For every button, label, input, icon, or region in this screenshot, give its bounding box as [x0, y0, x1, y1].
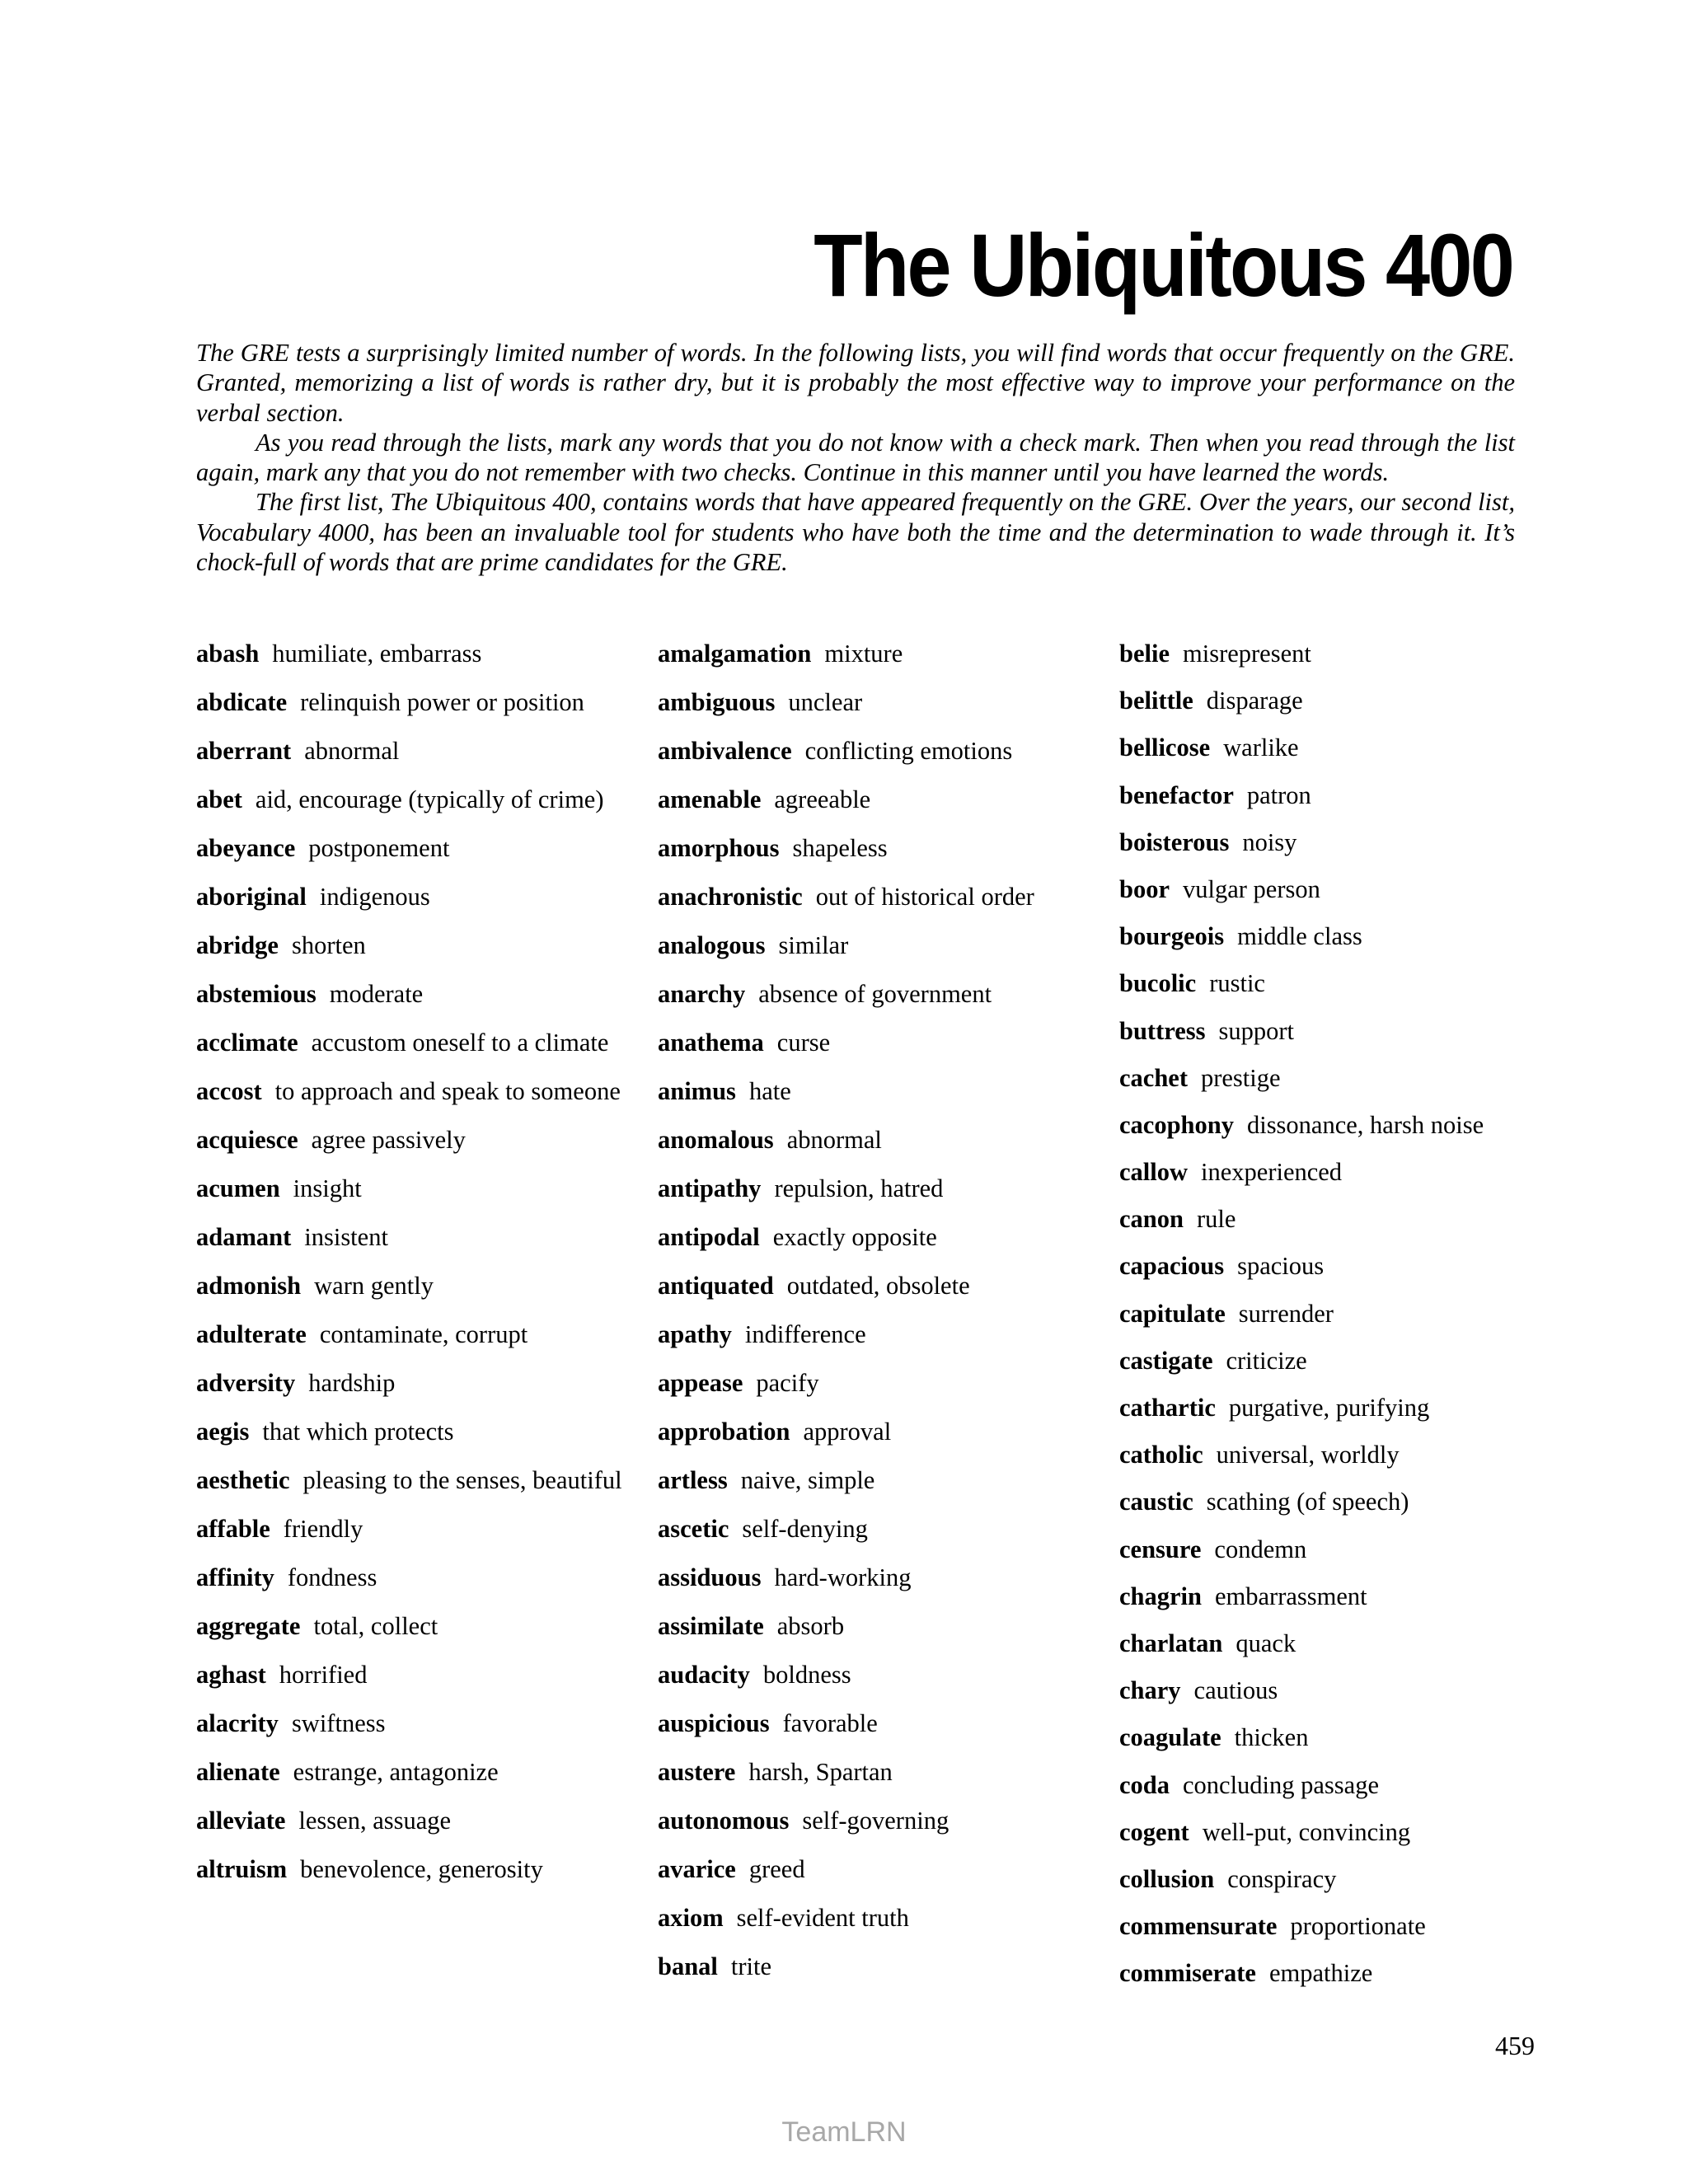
- vocab-entry: [1119, 1016, 1556, 1047]
- vocab-entry: [658, 1028, 1095, 1058]
- vocab-definition: thicken: [1234, 1723, 1309, 1752]
- vocab-word: catholic: [1119, 1441, 1203, 1469]
- vocab-definition: out of historical order: [815, 883, 1034, 911]
- vocab-entry: [658, 1952, 1095, 1982]
- vocab-word: canon: [1119, 1205, 1184, 1234]
- vocab-word: cachet: [1119, 1063, 1188, 1092]
- vocab-definition: pacify: [756, 1369, 819, 1397]
- vocab-entry: [196, 1806, 633, 1836]
- vocab-word: alacrity: [196, 1709, 279, 1737]
- vocab-word: adulterate: [196, 1320, 307, 1348]
- vocab-definition: conspiracy: [1227, 1864, 1337, 1893]
- vocab-word: ascetic: [658, 1515, 729, 1543]
- vocab-definition: quack: [1236, 1629, 1296, 1657]
- vocab-entry: [196, 1319, 633, 1350]
- vocab-word: abstemious: [196, 980, 316, 1008]
- vocab-entry: [1119, 1770, 1556, 1801]
- vocab-definition: cautious: [1193, 1676, 1278, 1705]
- vocab-word: boisterous: [1119, 827, 1230, 856]
- vocab-entry: [196, 1028, 633, 1058]
- vocab-definition: contaminate, corrupt: [319, 1320, 528, 1348]
- vocab-definition: approval: [803, 1418, 892, 1446]
- vocab-word: cacophony: [1119, 1110, 1234, 1139]
- vocab-column-1: [196, 639, 633, 1903]
- vocab-definition: friendly: [283, 1515, 363, 1543]
- vocab-entry: [196, 1125, 633, 1155]
- vocab-word: appease: [658, 1369, 743, 1397]
- vocab-word: abdicate: [196, 688, 288, 716]
- vocab-entry: [196, 1174, 633, 1204]
- vocab-definition: scathing (of speech): [1206, 1488, 1409, 1516]
- vocab-definition: spacious: [1237, 1252, 1325, 1281]
- vocab-entry: [1119, 1535, 1556, 1565]
- vocab-definition: similar: [778, 931, 849, 959]
- vocab-entry: [196, 639, 633, 669]
- vocab-definition: prestige: [1200, 1063, 1281, 1092]
- vocab-definition: that which protects: [262, 1418, 454, 1446]
- vocab-word: commensurate: [1119, 1912, 1278, 1941]
- vocab-entry: [658, 1417, 1095, 1447]
- vocab-word: avarice: [658, 1855, 736, 1883]
- vocab-word: approbation: [658, 1418, 790, 1446]
- vocab-definition: support: [1218, 1016, 1295, 1045]
- vocab-entry: [196, 1611, 633, 1642]
- vocab-entry: [196, 1368, 633, 1399]
- vocab-word: commiserate: [1119, 1959, 1256, 1988]
- vocab-entry: [1119, 1487, 1556, 1517]
- vocab-entry: [196, 1222, 633, 1253]
- vocab-entry: [658, 882, 1095, 912]
- vocab-entry: [196, 1076, 633, 1107]
- vocab-definition: absorb: [776, 1612, 845, 1640]
- intro-paragraph: The GRE tests a surprisingly limited number of words. In the following lists, you will find words that occur frequently on the GRE. Granted, memorizing a list of words is rather dry, but it is probably the most effective way to improve your performance on the verbal section.: [196, 339, 1515, 427]
- vocab-entry: [658, 1514, 1095, 1544]
- vocab-definition: relinquish power or position: [300, 688, 584, 716]
- vocab-word: capacious: [1119, 1252, 1225, 1281]
- vocab-word: artless: [658, 1466, 728, 1494]
- vocab-entry: [658, 930, 1095, 961]
- vocab-entry: [658, 639, 1095, 669]
- vocab-word: antipathy: [658, 1174, 762, 1202]
- vocab-entry: [1119, 733, 1556, 763]
- vocab-entry: [196, 930, 633, 961]
- vocab-word: amorphous: [658, 834, 780, 862]
- vocab-definition: curse: [776, 1029, 831, 1057]
- vocab-entry: [1119, 1440, 1556, 1470]
- vocab-word: assimilate: [658, 1612, 764, 1640]
- vocab-word: benefactor: [1119, 780, 1234, 809]
- vocab-definition: estrange, antagonize: [293, 1758, 499, 1786]
- vocab-entry: [1119, 1817, 1556, 1848]
- vocab-word: acclimate: [196, 1029, 298, 1057]
- vocab-entry: [658, 1125, 1095, 1155]
- vocab-entry: [196, 1660, 633, 1690]
- vocab-word: abet: [196, 785, 242, 813]
- vocab-definition: self-governing: [802, 1807, 950, 1835]
- vocab-entry: [1119, 921, 1556, 952]
- vocab-definition: boldness: [762, 1661, 851, 1689]
- vocab-word: antipodal: [658, 1223, 760, 1251]
- vocab-entry: [196, 1708, 633, 1739]
- vocab-entry: [196, 1757, 633, 1788]
- vocab-entry: [658, 833, 1095, 864]
- vocab-entry: [1119, 1251, 1556, 1282]
- vocab-entry: [1119, 1157, 1556, 1188]
- vocab-word: axiom: [658, 1904, 724, 1932]
- vocab-definition: unclear: [788, 688, 863, 716]
- vocab-word: cogent: [1119, 1817, 1189, 1846]
- vocab-entry: [658, 1319, 1095, 1350]
- vocab-word: autonomous: [658, 1807, 790, 1835]
- vocab-word: accost: [196, 1077, 262, 1105]
- vocab-word: aegis: [196, 1418, 250, 1446]
- vocab-entry: [658, 1660, 1095, 1690]
- vocab-entry: [1119, 1675, 1556, 1706]
- vocab-entry: [196, 1417, 633, 1447]
- vocab-word: chagrin: [1119, 1582, 1202, 1610]
- vocab-definition: trite: [730, 1952, 772, 1980]
- vocab-entry: [658, 1222, 1095, 1253]
- vocab-entry: [1119, 1063, 1556, 1094]
- vocab-word: aberrant: [196, 737, 292, 765]
- vocab-definition: hardship: [308, 1369, 396, 1397]
- vocab-definition: disparage: [1206, 687, 1303, 715]
- vocab-word: alienate: [196, 1758, 280, 1786]
- vocab-word: abridge: [196, 931, 279, 959]
- vocab-word: amalgamation: [658, 640, 812, 668]
- vocab-definition: favorable: [782, 1709, 878, 1737]
- vocab-word: anachronistic: [658, 883, 803, 911]
- vocab-definition: hard-working: [774, 1563, 912, 1591]
- vocab-word: caustic: [1119, 1488, 1193, 1516]
- vocab-word: ambiguous: [658, 688, 776, 716]
- vocab-word: coagulate: [1119, 1723, 1221, 1752]
- vocab-definition: dissonance, harsh noise: [1246, 1110, 1484, 1139]
- vocab-definition: self-evident truth: [736, 1904, 909, 1932]
- vocab-definition: rule: [1196, 1205, 1236, 1234]
- vocab-entry: [196, 1271, 633, 1301]
- vocab-definition: criticize: [1226, 1346, 1307, 1375]
- vocab-word: abash: [196, 640, 260, 668]
- vocab-definition: shorten: [291, 931, 366, 959]
- vocab-definition: naive, simple: [740, 1466, 875, 1494]
- vocab-entry: [658, 687, 1095, 718]
- vocab-entry: [1119, 1911, 1556, 1942]
- vocab-entry: [196, 1563, 633, 1593]
- page-number: 459: [1495, 2031, 1535, 2060]
- vocab-word: austere: [658, 1758, 736, 1786]
- vocab-definition: lessen, assuage: [298, 1807, 452, 1835]
- vocab-definition: misrepresent: [1183, 640, 1311, 668]
- watermark: TeamLRN: [781, 2116, 907, 2148]
- vocab-word: adversity: [196, 1369, 296, 1397]
- vocab-word: bucolic: [1119, 969, 1197, 998]
- vocab-definition: indigenous: [319, 883, 430, 911]
- vocab-word: bourgeois: [1119, 922, 1225, 951]
- vocab-word: affinity: [196, 1563, 274, 1591]
- vocab-definition: self-denying: [742, 1515, 868, 1543]
- vocab-entry: [658, 1271, 1095, 1301]
- vocab-definition: hate: [748, 1077, 791, 1105]
- vocab-definition: aid, encourage (typically of crime): [255, 785, 604, 813]
- vocab-definition: fondness: [287, 1563, 377, 1591]
- vocab-definition: postponement: [308, 834, 450, 862]
- vocab-word: anathema: [658, 1029, 764, 1057]
- vocab-word: abeyance: [196, 834, 296, 862]
- vocab-entry: [658, 1611, 1095, 1642]
- vocab-word: acumen: [196, 1174, 280, 1202]
- vocab-word: adamant: [196, 1223, 292, 1251]
- vocab-definition: conflicting emotions: [804, 737, 1013, 765]
- vocab-entry: [196, 882, 633, 912]
- vocab-entry: [1119, 874, 1556, 905]
- vocab-entry: [658, 1708, 1095, 1739]
- vocab-definition: well-put, convincing: [1202, 1817, 1411, 1846]
- vocab-entry: [1119, 1958, 1556, 1989]
- vocab-definition: patron: [1246, 780, 1311, 809]
- vocab-entry: [1119, 968, 1556, 999]
- vocab-definition: condemn: [1214, 1535, 1307, 1563]
- vocab-word: apathy: [658, 1320, 732, 1348]
- vocab-entry: [658, 1368, 1095, 1399]
- vocab-entry: [196, 833, 633, 864]
- vocab-word: auspicious: [658, 1709, 770, 1737]
- vocab-word: aesthetic: [196, 1466, 290, 1494]
- vocab-definition: total, collect: [313, 1612, 438, 1640]
- vocab-word: aghast: [196, 1661, 266, 1689]
- vocab-entry: [1119, 686, 1556, 716]
- vocab-definition: surrender: [1238, 1299, 1334, 1328]
- vocab-word: anomalous: [658, 1126, 774, 1154]
- vocab-word: banal: [658, 1952, 718, 1980]
- vocab-definition: to approach and speak to someone: [274, 1077, 621, 1105]
- vocab-entry: [196, 736, 633, 766]
- vocab-entry: [1119, 1346, 1556, 1376]
- vocab-word: coda: [1119, 1770, 1170, 1799]
- vocab-word: audacity: [658, 1661, 750, 1689]
- vocab-entry: [658, 1465, 1095, 1496]
- vocab-word: assiduous: [658, 1563, 762, 1591]
- page-title: The Ubiquitous 400: [814, 215, 1512, 315]
- vocab-word: altruism: [196, 1855, 288, 1883]
- vocab-word: antiquated: [658, 1272, 774, 1300]
- vocab-definition: benevolence, generosity: [300, 1855, 543, 1883]
- vocab-entry: [658, 736, 1095, 766]
- vocab-word: boor: [1119, 874, 1170, 903]
- vocab-word: aggregate: [196, 1612, 301, 1640]
- vocab-word: alleviate: [196, 1807, 286, 1835]
- intro-paragraph: The first list, The Ubiquitous 400, contains words that have appeared frequently on the GRE. Over the years, our second list, Vocabulary 4000, has been an invaluable tool for students who have both the time and the determination to wade through it. It’s chock-full of words that are prime candidates for the GRE.: [196, 488, 1515, 577]
- vocab-entry: [1119, 639, 1556, 669]
- vocab-word: ambivalence: [658, 737, 792, 765]
- vocab-definition: accustom oneself to a climate: [311, 1029, 609, 1057]
- vocab-word: bellicose: [1119, 733, 1211, 762]
- vocab-definition: outdated, obsolete: [786, 1272, 970, 1300]
- vocab-word: charlatan: [1119, 1629, 1223, 1657]
- vocab-word: aboriginal: [196, 883, 307, 911]
- vocab-definition: embarrassment: [1214, 1582, 1367, 1610]
- vocab-column-2: [658, 639, 1095, 2000]
- vocab-entry: [1119, 1299, 1556, 1329]
- vocab-entry: [1119, 1582, 1556, 1612]
- vocab-definition: vulgar person: [1183, 874, 1320, 903]
- vocab-entry: [658, 785, 1095, 815]
- vocab-definition: warlike: [1223, 733, 1299, 762]
- vocab-entry: [658, 1563, 1095, 1593]
- vocab-definition: insistent: [304, 1223, 388, 1251]
- intro-paragraph: As you read through the lists, mark any words that you do not know with a check mark. Then when you read through the list again, mark any that you do not remember with two checks. Continue in this manner until you have learned the words.: [196, 428, 1515, 487]
- vocab-word: castigate: [1119, 1346, 1213, 1375]
- vocab-entry: [658, 979, 1095, 1010]
- vocab-definition: insight: [293, 1174, 362, 1202]
- vocab-word: anarchy: [658, 980, 746, 1008]
- vocab-entry: [658, 1854, 1095, 1885]
- vocab-definition: abnormal: [304, 737, 400, 765]
- vocab-definition: concluding passage: [1183, 1770, 1379, 1799]
- vocab-entry: [196, 1854, 633, 1885]
- vocab-column-3: [1119, 639, 1556, 2005]
- vocab-definition: absence of government: [758, 980, 992, 1008]
- vocab-definition: humiliate, embarrass: [272, 640, 482, 668]
- vocab-word: acquiesce: [196, 1126, 298, 1154]
- vocab-definition: abnormal: [786, 1126, 882, 1154]
- vocab-definition: empathize: [1268, 1959, 1373, 1988]
- vocab-word: capitulate: [1119, 1299, 1226, 1328]
- vocab-definition: repulsion, hatred: [774, 1174, 944, 1202]
- vocab-definition: middle class: [1237, 922, 1362, 951]
- vocab-entry: [1119, 1629, 1556, 1659]
- vocab-entry: [1119, 1864, 1556, 1895]
- vocab-definition: proportionate: [1290, 1912, 1426, 1941]
- vocab-entry: [196, 979, 633, 1010]
- vocab-entry: [1119, 1722, 1556, 1753]
- vocab-definition: greed: [748, 1855, 805, 1883]
- vocab-definition: horrified: [279, 1661, 368, 1689]
- vocab-definition: agreeable: [774, 785, 871, 813]
- vocab-definition: indifference: [744, 1320, 866, 1348]
- vocab-word: callow: [1119, 1158, 1189, 1187]
- vocab-word: affable: [196, 1515, 270, 1543]
- vocab-definition: agree passively: [311, 1126, 466, 1154]
- vocab-definition: purgative, purifying: [1228, 1394, 1430, 1422]
- vocab-word: chary: [1119, 1676, 1181, 1705]
- vocab-entry: [658, 1903, 1095, 1933]
- vocab-entry: [196, 1465, 633, 1496]
- vocab-entry: [1119, 1110, 1556, 1141]
- vocab-entry: [1119, 827, 1556, 858]
- vocab-word: buttress: [1119, 1016, 1206, 1045]
- vocab-entry: [1119, 1393, 1556, 1423]
- vocab-entry: [658, 1174, 1095, 1204]
- vocab-word: animus: [658, 1077, 736, 1105]
- vocab-entry: [658, 1806, 1095, 1836]
- vocab-definition: harsh, Spartan: [748, 1758, 893, 1786]
- vocab-definition: pleasing to the senses, beautiful: [302, 1466, 622, 1494]
- vocab-definition: shapeless: [792, 834, 888, 862]
- vocab-definition: mixture: [824, 640, 903, 668]
- vocab-entry: [196, 687, 633, 718]
- vocab-word: censure: [1119, 1535, 1202, 1563]
- intro-text: [196, 338, 1515, 577]
- vocab-word: collusion: [1119, 1864, 1215, 1893]
- vocab-word: amenable: [658, 785, 762, 813]
- vocab-definition: swiftness: [291, 1709, 386, 1737]
- vocab-definition: universal, worldly: [1216, 1441, 1400, 1469]
- vocab-word: belie: [1119, 640, 1170, 668]
- vocab-word: belittle: [1119, 687, 1193, 715]
- vocab-definition: noisy: [1242, 827, 1297, 856]
- vocab-word: analogous: [658, 931, 766, 959]
- vocab-entry: [196, 785, 633, 815]
- vocab-definition: warn gently: [314, 1272, 434, 1300]
- vocab-entry: [196, 1514, 633, 1544]
- vocab-definition: inexperienced: [1201, 1158, 1343, 1187]
- vocab-definition: rustic: [1209, 969, 1265, 998]
- vocab-entry: [1119, 1204, 1556, 1235]
- vocab-entry: [658, 1076, 1095, 1107]
- vocab-entry: [1119, 780, 1556, 811]
- vocab-definition: moderate: [329, 980, 424, 1008]
- vocab-word: cathartic: [1119, 1394, 1216, 1422]
- vocab-entry: [658, 1757, 1095, 1788]
- vocab-word: admonish: [196, 1272, 302, 1300]
- vocab-definition: exactly opposite: [772, 1223, 937, 1251]
